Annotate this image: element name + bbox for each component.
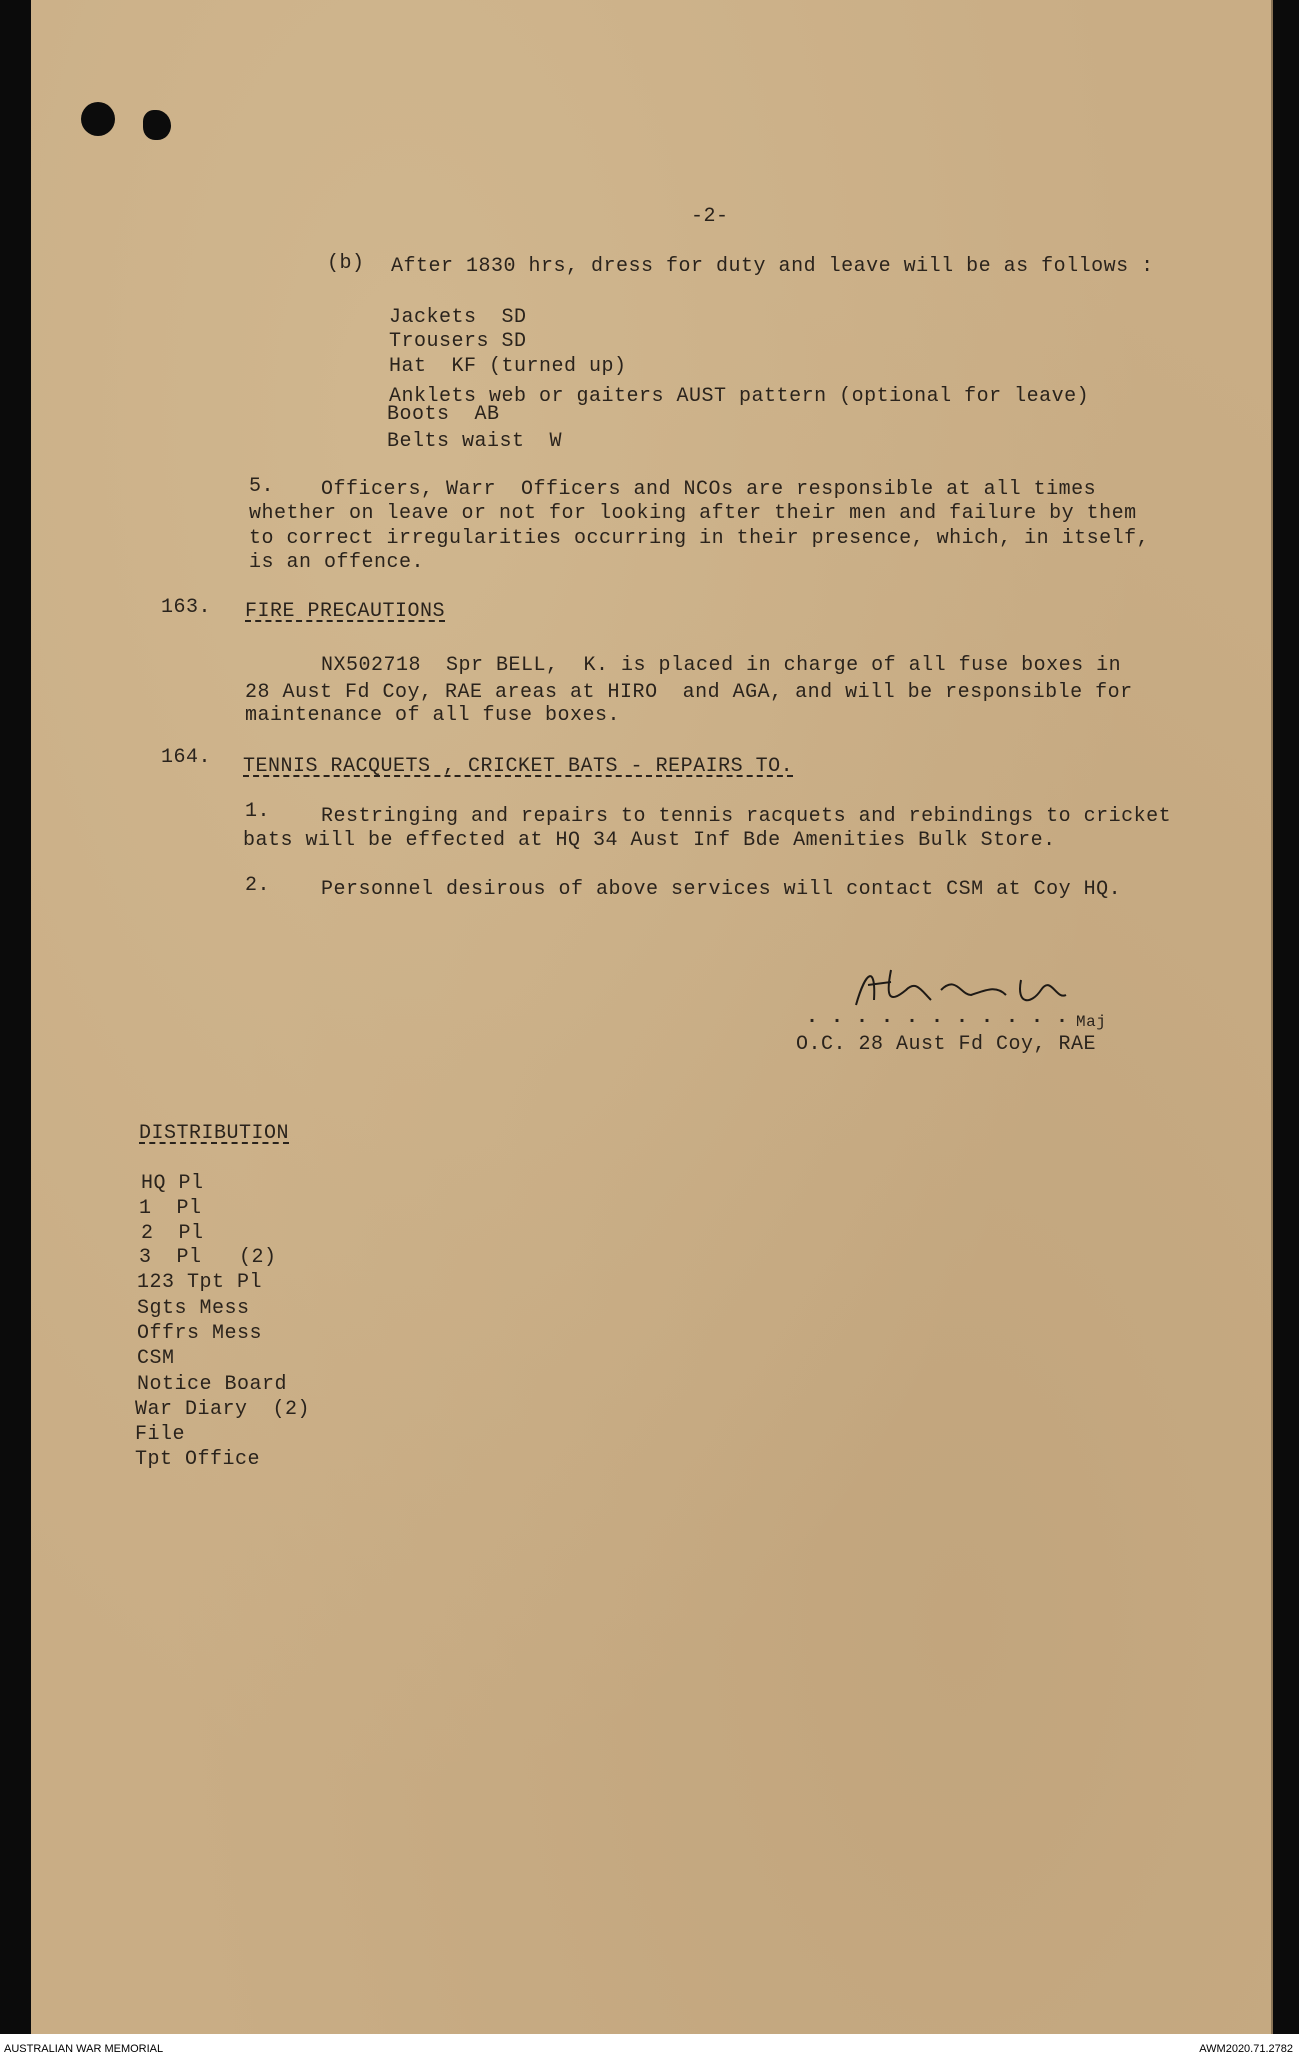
dress-item: Belts waist W [387, 430, 563, 453]
section-164-heading: TENNIS RACQUETS , CRICKET BATS - REPAIRS TO. [243, 755, 794, 778]
distribution-item: War Diary (2) [135, 1398, 311, 1421]
section-163-line: NX502718 Spr BELL, K. is placed in charge of all fuse boxes in [321, 654, 1122, 677]
para-5-line: to correct irregularities occurring in their presence, which, in itself, [249, 527, 1150, 550]
dress-item: Boots AB [387, 403, 500, 426]
dress-item: Anklets web or gaiters AUST pattern (optional for leave) [389, 385, 1090, 408]
signature-dots: . . . . . . . . . . . [806, 1006, 1069, 1029]
para-b-label: (b) [327, 252, 365, 275]
para-5-label: 5. [249, 475, 275, 498]
footer-bar [0, 2034, 1299, 2061]
distribution-item: File [135, 1423, 186, 1446]
para-5-line: is an offence. [249, 551, 425, 574]
section-164-number: 164. [161, 746, 212, 769]
punch-hole [81, 102, 115, 136]
distribution-item: HQ Pl [141, 1172, 204, 1195]
distribution-item: Offrs Mess [137, 1322, 263, 1345]
document-page [31, 0, 1273, 2034]
dress-item: Trousers SD [389, 330, 527, 353]
signature-rank: Maj [1076, 1013, 1107, 1031]
signature-title: O.C. 28 Aust Fd Coy, RAE [796, 1033, 1097, 1056]
distribution-item: Notice Board [137, 1373, 288, 1396]
distribution-item: Sgts Mess [137, 1297, 250, 1320]
para-5-line: whether on leave or not for looking after their men and failure by them [249, 502, 1137, 525]
distribution-item: 1 Pl [139, 1197, 202, 1220]
page-number: -2- [691, 205, 729, 228]
section-164-item1-label: 1. [245, 800, 271, 823]
para-b-text: After 1830 hrs, dress for duty and leave will be as follows : [391, 255, 1154, 278]
punch-hole [143, 110, 171, 140]
section-164-item1-line: Restringing and repairs to tennis racquets and rebindings to cricket [321, 805, 1172, 828]
footer-catalogue-number: AWM2020.71.2782 [1199, 2043, 1293, 2055]
distribution-item: CSM [137, 1347, 175, 1370]
section-164-item2-label: 2. [245, 874, 271, 897]
section-163-line: 28 Aust Fd Coy, RAE areas at HIRO and AGA, and will be responsible for [245, 681, 1133, 704]
section-164-item1-line: bats will be effected at HQ 34 Aust Inf Bde Amenities Bulk Store. [243, 829, 1056, 852]
para-5-line: Officers, Warr Officers and NCOs are responsible at all times [321, 478, 1097, 501]
section-163-line: maintenance of all fuse boxes. [245, 704, 621, 727]
section-163-heading: FIRE PRECAUTIONS [245, 600, 446, 623]
section-164-item2-text: Personnel desirous of above services will contact CSM at Coy HQ. [321, 878, 1122, 901]
dress-item: Jackets SD [389, 306, 527, 329]
section-163-number: 163. [161, 596, 212, 619]
distribution-item: 3 Pl (2) [139, 1246, 277, 1269]
dress-item: Hat KF (turned up) [389, 355, 627, 378]
footer-institution: AUSTRALIAN WAR MEMORIAL [4, 2043, 164, 2055]
distribution-item: 123 Tpt Pl [137, 1271, 263, 1294]
distribution-item: 2 Pl [141, 1222, 204, 1245]
distribution-heading: DISTRIBUTION [139, 1122, 290, 1145]
distribution-item: Tpt Office [135, 1448, 261, 1471]
